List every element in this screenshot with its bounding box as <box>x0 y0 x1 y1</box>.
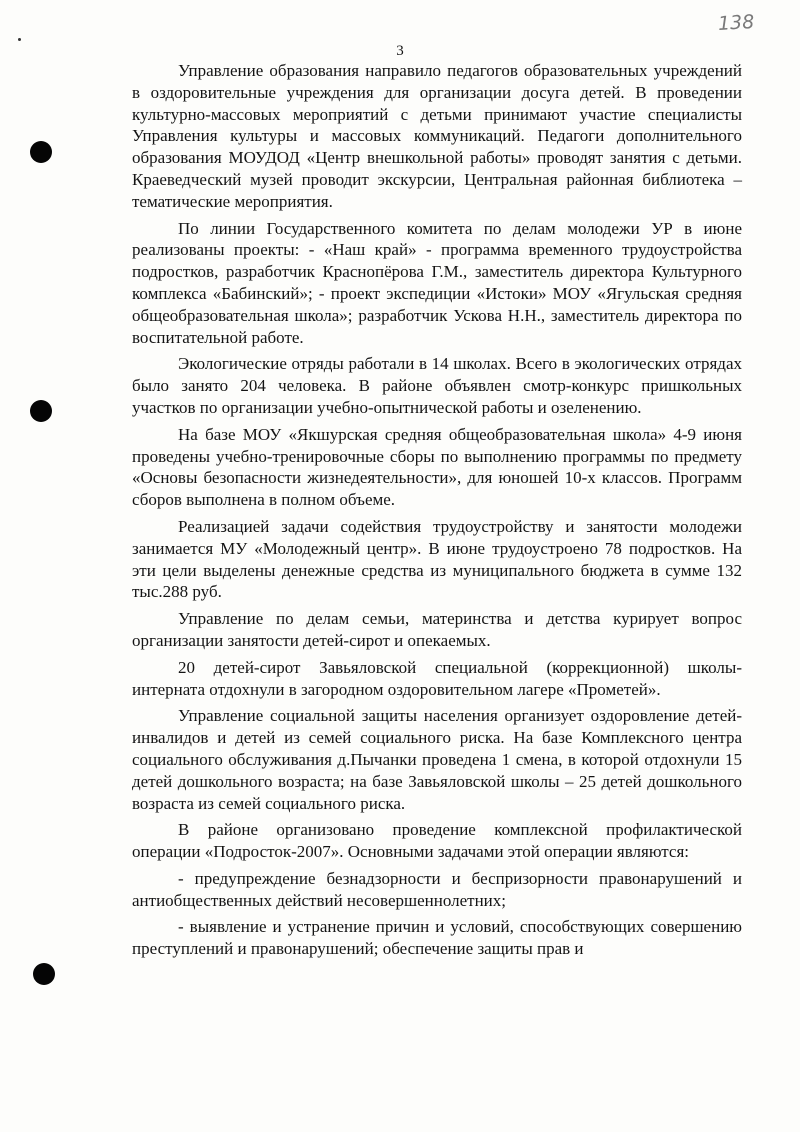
archive-page-number: 138 <box>717 11 755 35</box>
paragraph-family-affairs: Управление по делам семьи, материнства и детства курирует вопрос организации занятости детей-сирот и опекаемых. <box>132 609 742 650</box>
punch-hole <box>33 963 55 985</box>
scan-speck <box>18 38 21 41</box>
paragraph-task-prevention: - предупреждение безнадзорности и беспризорности правонарушений и антиобщественных действий несовершеннолетних; <box>132 868 742 910</box>
paragraph-task-identification: - выявление и устранение причин и условий, способствующих совершению преступлений и правонарушений; обеспечение защиты прав и <box>132 917 742 959</box>
document-body <box>132 60 742 960</box>
paragraph-prevention-operation: В районе организовано проведение комплексной профилактической операции «Подросток-2007». Основными задачами этой операции являются: <box>132 820 742 862</box>
paragraph-youth-employment: Реализацией задачи содействия трудоустройству и занятости молодежи занимается МУ «Молодежный центр». В июне трудоустроено 78 подростков. На эти цели выделены денежные средства из муниципального бюджета в сумме 132 тыс.288 руб. <box>132 516 742 602</box>
punch-hole <box>30 400 52 422</box>
paragraph-youth-committee-projects: По линии Государственного комитета по делам молодежи УР в июне реализованы проекты: - «Наш край» - программа временного трудоустройства подростков, разработчик Краснопёрова Г.М., заместитель директора Культурного комплекса «Бабинский»; - проект экспедиции «Истоки» МОУ «Ягульская средняя общеобразовательная школа»; разработчик Ускова Н.Н., заместитель директора по воспитательной работе. <box>132 218 742 347</box>
paragraph-ecological-squads: Экологические отряды работали в 14 школах. Всего в экологических отрядах было занято 204 человека. В районе объявлен смотр-конкурс пришкольных участков по организации учебно-опытнической работы и озеленению. <box>132 354 742 417</box>
paragraph-social-protection: Управление социальной защиты населения организует оздоровление детей-инвалидов и детей из семей социального риска. На базе Комплексного центра социального обслуживания д.Пычанки проведена 1 смена, в которой отдохнули 15 детей дошкольного возраста; на базе Завьяловской школы – 25 детей дошкольного возраста из семей социального риска. <box>132 706 742 813</box>
paragraph-orphans-camp: 20 детей-сирот Завьяловской специальной (коррекционной) школы-интерната отдохнули в загородном оздоровительном лагере «Прометей». <box>132 657 742 699</box>
paragraph-training-camp: На базе МОУ «Якшурская средняя общеобразовательная школа» 4-9 июня проведены учебно-тренировочные сборы по выполнению программы по предмету «Основы безопасности жизнедеятельности», для юношей 10-х классов. Программ сборов выполнена в полном объеме. <box>132 424 742 510</box>
paragraph-education-leisure: Управление образования направило педагогов образовательных учреждений в оздоровительные учреждения для организации досуга детей. В проведении культурно-массовых мероприятий с детьми принимают участие специалисты Управления культуры и массовых коммуникаций. Педагоги дополнительного образования МОУДОД «Центр внешкольной работы» проводят занятия с детьми. Краеведческий музей проводит экскурсии, Центральная районная библиотека – тематические мероприятия. <box>132 61 742 211</box>
punch-hole <box>30 141 52 163</box>
page-number: 3 <box>396 43 404 59</box>
